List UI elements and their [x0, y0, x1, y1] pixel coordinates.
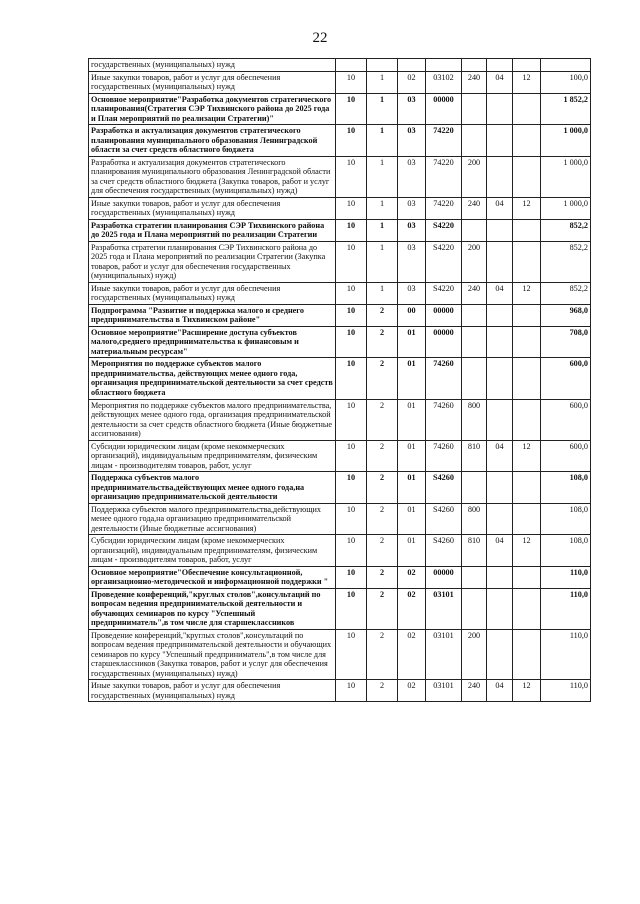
row-event: 03: [398, 241, 426, 282]
table-row: [89, 680, 591, 702]
row-section: 10: [336, 358, 367, 399]
row-subsection: 12: [513, 71, 541, 93]
row-section: 10: [336, 588, 367, 629]
row-name: Проведение конференций,"круглых столов",консультаций по вопросам ведения предпринимательской деятельности и обучающих семинаров по курсу "Успешный предприниматель",в том числе для старшеклассников: [89, 588, 336, 629]
row-section: 10: [336, 535, 367, 567]
row-direction: 00000: [426, 304, 462, 326]
row-subprogram: 2: [367, 588, 398, 629]
row-amount: 708,0: [541, 326, 591, 358]
row-name: Иные закупки товаров, работ и услуг для обеспечения государственных (муниципальных) нужд: [89, 71, 336, 93]
row-chapter: [487, 358, 513, 399]
row-chapter: [487, 59, 513, 72]
row-subsection: [513, 326, 541, 358]
row-section: 10: [336, 93, 367, 125]
table-row: [89, 472, 591, 504]
row-subprogram: 1: [367, 93, 398, 125]
row-subprogram: 1: [367, 156, 398, 197]
row-chapter: [487, 629, 513, 680]
row-name: Разработка стратегии планирования СЭР Тихвинского района до 2025 года и Плана мероприятий по реализации Стратегии: [89, 219, 336, 241]
row-subsection: [513, 304, 541, 326]
row-direction: 03101: [426, 588, 462, 629]
row-amount: 852,2: [541, 241, 591, 282]
row-name: Мероприятия по поддержке субъектов малого предпринимательства, действующих менее одного года, организация предпринимательской деятельности за счет средств областного бюджета (Иные бюджетные ассигнования): [89, 399, 336, 440]
row-subsection: [513, 93, 541, 125]
row-amount: 1 000,0: [541, 197, 591, 219]
row-expense-type: [462, 125, 487, 157]
row-chapter: [487, 219, 513, 241]
row-expense-type: 200: [462, 629, 487, 680]
row-name: Мероприятия по поддержке субъектов малого предпринимательства, действующих менее одного года, организация предпринимательской деятельности за счет средств областного бюджета: [89, 358, 336, 399]
table-row: [89, 326, 591, 358]
row-amount: 1 000,0: [541, 125, 591, 157]
row-section: 10: [336, 503, 367, 535]
row-direction: 03101: [426, 680, 462, 702]
row-expense-type: [462, 93, 487, 125]
row-direction: 00000: [426, 93, 462, 125]
row-expense-type: 810: [462, 440, 487, 472]
row-name: Разработка стратегии планирования СЭР Тихвинского района до 2025 года и Плана мероприятий по реализации Стратегии (Закупка товаров, работ и услуг для обеспечения государственных (муниципальных) нужд): [89, 241, 336, 282]
row-chapter: [487, 503, 513, 535]
row-amount: 110,0: [541, 629, 591, 680]
row-name: Субсидии юридическим лицам (кроме некоммерческих организаций), индивидуальным предпринимателям, физическим лицам - производителям товаров, работ, услуг: [89, 535, 336, 567]
row-event: 03: [398, 197, 426, 219]
row-amount: 968,0: [541, 304, 591, 326]
row-direction: 74220: [426, 197, 462, 219]
row-event: 01: [398, 535, 426, 567]
row-name: Разработка и актуализация документов стратегического планирования муниципального образования Ленинградской области за счет средств областного бюджета (Закупка товаров, работ и услуг для обеспечения государственных (муниципальных) нужд): [89, 156, 336, 197]
row-event: 01: [398, 326, 426, 358]
row-event: 03: [398, 282, 426, 304]
row-event: 02: [398, 566, 426, 588]
row-section: 10: [336, 197, 367, 219]
page-number: 22: [312, 30, 328, 46]
row-subprogram: 2: [367, 440, 398, 472]
row-event: 00: [398, 304, 426, 326]
row-subprogram: 2: [367, 535, 398, 567]
row-subprogram: 2: [367, 680, 398, 702]
row-subsection: [513, 125, 541, 157]
row-amount: 108,0: [541, 503, 591, 535]
row-chapter: [487, 93, 513, 125]
row-expense-type: 200: [462, 156, 487, 197]
row-amount: 600,0: [541, 399, 591, 440]
row-section: 10: [336, 304, 367, 326]
row-subsection: [513, 399, 541, 440]
table-row: [89, 59, 591, 72]
table-row: [89, 503, 591, 535]
row-expense-type: 800: [462, 399, 487, 440]
row-subprogram: [367, 59, 398, 72]
row-subprogram: 2: [367, 304, 398, 326]
row-subprogram: 2: [367, 326, 398, 358]
row-chapter: [487, 566, 513, 588]
row-expense-type: 800: [462, 503, 487, 535]
row-name: Разработка и актуализация документов стратегического планирования муниципального образования Ленинградской области за счет средств областного бюджета: [89, 125, 336, 157]
row-subprogram: 2: [367, 358, 398, 399]
row-direction: 74260: [426, 399, 462, 440]
row-amount: 108,0: [541, 535, 591, 567]
row-direction: S4220: [426, 219, 462, 241]
row-event: 02: [398, 588, 426, 629]
row-name: Субсидии юридическим лицам (кроме некоммерческих организаций), индивидуальным предпринимателям, физическим лицам - производителям товаров, работ, услуг: [89, 440, 336, 472]
row-expense-type: [462, 59, 487, 72]
row-subsection: 12: [513, 535, 541, 567]
row-chapter: [487, 304, 513, 326]
row-subsection: 12: [513, 282, 541, 304]
row-chapter: 04: [487, 535, 513, 567]
row-expense-type: 240: [462, 680, 487, 702]
row-amount: 110,0: [541, 680, 591, 702]
row-chapter: 04: [487, 680, 513, 702]
row-expense-type: 240: [462, 71, 487, 93]
row-section: 10: [336, 241, 367, 282]
row-amount: 852,2: [541, 219, 591, 241]
row-event: 03: [398, 93, 426, 125]
row-event: 02: [398, 71, 426, 93]
row-direction: S4260: [426, 535, 462, 567]
row-amount: 852,2: [541, 282, 591, 304]
row-event: 03: [398, 156, 426, 197]
table-row: [89, 629, 591, 680]
row-subsection: [513, 59, 541, 72]
table-row: [89, 241, 591, 282]
row-direction: S4220: [426, 282, 462, 304]
row-expense-type: [462, 219, 487, 241]
row-event: 01: [398, 399, 426, 440]
row-chapter: 04: [487, 440, 513, 472]
row-subprogram: 2: [367, 629, 398, 680]
row-subprogram: 2: [367, 472, 398, 504]
row-section: 10: [336, 71, 367, 93]
row-name: Основное мероприятие"Обеспечение консультационной, организационно-методической и информационной поддержки ": [89, 566, 336, 588]
row-event: 03: [398, 125, 426, 157]
row-chapter: 04: [487, 197, 513, 219]
row-event: 02: [398, 629, 426, 680]
row-subprogram: 1: [367, 197, 398, 219]
row-amount: 1 000,0: [541, 156, 591, 197]
table-row: [89, 440, 591, 472]
row-direction: S4260: [426, 472, 462, 504]
table-row: [89, 93, 591, 125]
table-row: [89, 566, 591, 588]
row-subsection: 12: [513, 440, 541, 472]
row-subprogram: 2: [367, 503, 398, 535]
row-direction: S4220: [426, 241, 462, 282]
row-expense-type: [462, 358, 487, 399]
row-amount: 110,0: [541, 566, 591, 588]
budget-table: [88, 58, 591, 702]
row-subsection: [513, 358, 541, 399]
table-row: [89, 282, 591, 304]
row-chapter: 04: [487, 71, 513, 93]
row-section: 10: [336, 156, 367, 197]
row-subsection: [513, 219, 541, 241]
row-section: 10: [336, 566, 367, 588]
row-subsection: [513, 629, 541, 680]
row-name: государственных (муниципальных) нужд: [89, 59, 336, 72]
row-event: 02: [398, 680, 426, 702]
table-row: [89, 304, 591, 326]
row-direction: 03102: [426, 71, 462, 93]
row-amount: 108,0: [541, 472, 591, 504]
row-expense-type: 200: [462, 241, 487, 282]
row-expense-type: [462, 566, 487, 588]
row-amount: 1 852,2: [541, 93, 591, 125]
row-subprogram: 2: [367, 399, 398, 440]
row-subprogram: 1: [367, 71, 398, 93]
row-expense-type: [462, 304, 487, 326]
row-direction: 03101: [426, 629, 462, 680]
table-row: [89, 399, 591, 440]
row-section: 10: [336, 440, 367, 472]
row-chapter: [487, 125, 513, 157]
row-expense-type: [462, 588, 487, 629]
row-subsection: [513, 503, 541, 535]
row-name: Иные закупки товаров, работ и услуг для обеспечения государственных (муниципальных) нужд: [89, 282, 336, 304]
table-row: [89, 197, 591, 219]
row-direction: 00000: [426, 566, 462, 588]
row-name: Подпрограмма "Развитие и поддержка малого и среднего предпринимательства в Тихвинском районе": [89, 304, 336, 326]
row-direction: 74220: [426, 156, 462, 197]
row-direction: S4260: [426, 503, 462, 535]
row-name: Поддержка субъектов малого предпринимательства,действующих менее одного года,на организацию предпринимательской деятельности: [89, 472, 336, 504]
row-name: Иные закупки товаров, работ и услуг для обеспечения государственных (муниципальных) нужд: [89, 680, 336, 702]
row-amount: 110,0: [541, 588, 591, 629]
row-subprogram: 1: [367, 219, 398, 241]
row-subprogram: 1: [367, 241, 398, 282]
row-expense-type: 240: [462, 282, 487, 304]
row-chapter: [487, 588, 513, 629]
row-name: Проведение конференций,"круглых столов",консультаций по вопросам ведения предпринимательской деятельности и обучающих семинаров по курсу "Успешный предприниматель",в том числе для старшеклассников (Закупка товаров, работ и услуг для обеспечения государственных (муниципальных) нужд): [89, 629, 336, 680]
row-event: 03: [398, 219, 426, 241]
row-section: [336, 59, 367, 72]
row-amount: 100,0: [541, 71, 591, 93]
row-chapter: [487, 156, 513, 197]
table-row: [89, 358, 591, 399]
row-chapter: 04: [487, 282, 513, 304]
row-subprogram: 1: [367, 282, 398, 304]
row-subprogram: 2: [367, 566, 398, 588]
table-row: [89, 535, 591, 567]
row-chapter: [487, 399, 513, 440]
row-section: 10: [336, 472, 367, 504]
row-expense-type: [462, 472, 487, 504]
row-section: 10: [336, 282, 367, 304]
row-subsection: 12: [513, 680, 541, 702]
row-amount: 600,0: [541, 358, 591, 399]
row-direction: 74260: [426, 440, 462, 472]
row-name: Основное мероприятие"Расширение доступа субъектов малого,среднего предпринимательства к финансовым и материальным ресурсам": [89, 326, 336, 358]
row-section: 10: [336, 629, 367, 680]
row-event: [398, 59, 426, 72]
row-direction: 74260: [426, 358, 462, 399]
row-section: 10: [336, 125, 367, 157]
row-subsection: [513, 566, 541, 588]
row-amount: 600,0: [541, 440, 591, 472]
row-subsection: [513, 156, 541, 197]
row-name: Основное мероприятие"Разработка документов стратегического планирования(Стратегия СЭР Тихвинского района до 2025 года и План мероприятий по реализации Стратегии)": [89, 93, 336, 125]
row-chapter: [487, 472, 513, 504]
table-row: [89, 588, 591, 629]
row-event: 01: [398, 440, 426, 472]
row-subsection: [513, 241, 541, 282]
table-row: [89, 71, 591, 93]
row-name: Иные закупки товаров, работ и услуг для обеспечения государственных (муниципальных) нужд: [89, 197, 336, 219]
row-subprogram: 1: [367, 125, 398, 157]
row-section: 10: [336, 219, 367, 241]
row-subsection: 12: [513, 197, 541, 219]
row-direction: 74220: [426, 125, 462, 157]
table-row: [89, 125, 591, 157]
row-direction: 00000: [426, 326, 462, 358]
row-section: 10: [336, 399, 367, 440]
row-subsection: [513, 472, 541, 504]
row-event: 01: [398, 503, 426, 535]
row-chapter: [487, 241, 513, 282]
table-row: [89, 156, 591, 197]
row-amount: [541, 59, 591, 72]
row-event: 01: [398, 358, 426, 399]
row-chapter: [487, 326, 513, 358]
row-subsection: [513, 588, 541, 629]
row-expense-type: 240: [462, 197, 487, 219]
row-section: 10: [336, 326, 367, 358]
row-event: 01: [398, 472, 426, 504]
row-name: Поддержка субъектов малого предпринимательства,действующих менее одного года,на организацию предпринимательской деятельности (Иные бюджетные ассигнования): [89, 503, 336, 535]
row-expense-type: 810: [462, 535, 487, 567]
row-section: 10: [336, 680, 367, 702]
row-expense-type: [462, 326, 487, 358]
table-row: [89, 219, 591, 241]
row-direction: [426, 59, 462, 72]
